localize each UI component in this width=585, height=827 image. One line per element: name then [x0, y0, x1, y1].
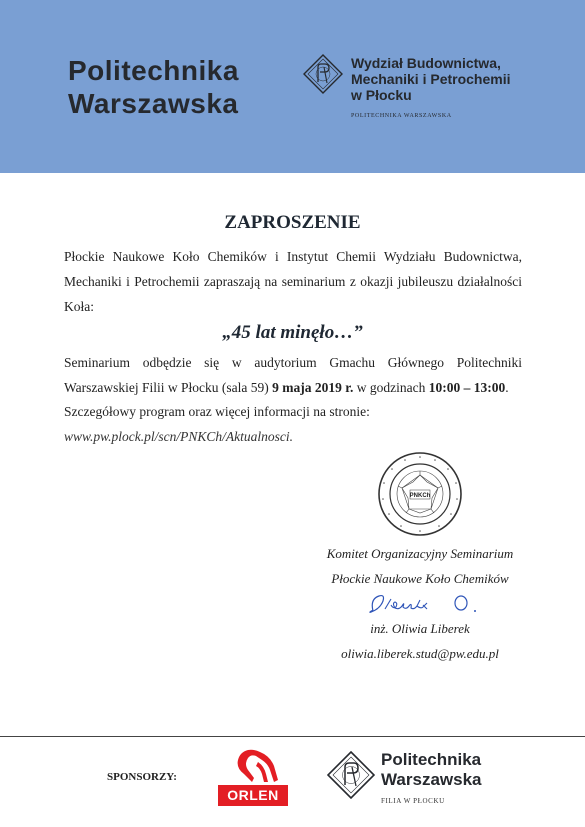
intro-paragraph	[64, 244, 522, 319]
seminar-title: „45 lat minęło…”	[222, 322, 363, 343]
department-name: Wydział Budownictwa, Mechaniki i Petrochemii w Płocku	[351, 55, 511, 103]
sponsors-label: SPONSORZY:	[107, 771, 177, 783]
pw-footer-emblem-icon	[327, 751, 375, 799]
handwritten-signature-icon	[365, 591, 489, 617]
signatory-email[interactable]: oliwia.liberek.stud@pw.edu.pl	[341, 646, 499, 661]
seminar-time: 10:00 – 13:00	[428, 380, 506, 395]
stamp-center-text: PNKCh	[409, 493, 431, 499]
orlen-logo-text: ORLEN	[218, 785, 288, 806]
club-name: Płockie Naukowe Koło Chemików	[331, 571, 509, 586]
document-title: ZAPROSZENIE	[224, 212, 361, 233]
club-stamp-icon	[377, 451, 463, 537]
footer-divider	[0, 736, 585, 737]
website-link[interactable]: www.pw.plock.pl/scn/PNKCh/Aktualnosci.	[64, 429, 293, 444]
department-subtitle: POLITECHNIKA WARSZAWSKA	[351, 113, 452, 119]
details-paragraph	[64, 350, 522, 400]
details-line: Warszawskiej Filii w Płocku (sala 59) 9 maja 2019 r. w godzinach 10:00 – 13:00.	[64, 380, 509, 395]
pw-emblem-icon	[303, 54, 343, 94]
intro-line: Koła:	[64, 299, 94, 314]
pw-footer-logo: Politechnika Warszawska	[381, 750, 482, 789]
details-line: Seminarium odbędzie się w audytorium Gmachu Głównego Politechniki	[64, 355, 522, 370]
header-banner	[0, 0, 585, 173]
seminar-date: 9 maja 2019 r.	[272, 380, 354, 395]
info-line: Szczegółowy program oraz więcej informacji na stronie:	[64, 404, 370, 419]
committee-name: Komitet Organizacyjny Seminarium	[326, 546, 514, 561]
pw-footer-subtitle: FILIA W PŁOCKU	[381, 797, 445, 805]
intro-line: Mechaniki i Petrochemii zapraszają na seminarium z okazji jubileuszu działalności	[64, 274, 522, 289]
signatory-name: inż. Oliwia Liberek	[370, 621, 470, 636]
intro-line: Płockie Naukowe Koło Chemików i Instytut Chemii Wydziału Budownictwa,	[64, 249, 522, 264]
politechnika-logo: Politechnika Warszawska	[68, 55, 239, 119]
